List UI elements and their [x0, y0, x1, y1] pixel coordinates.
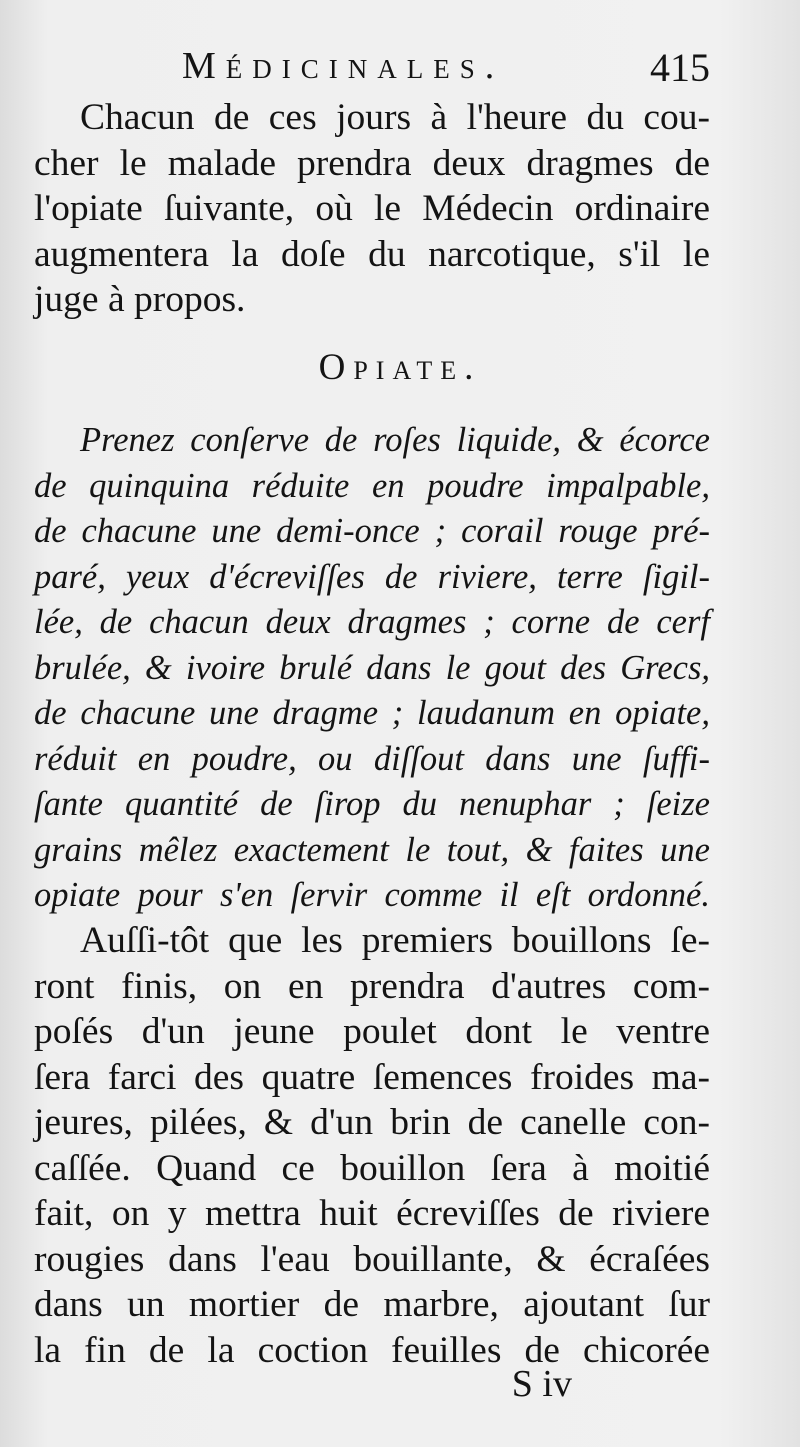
- text-line: jeures, pilées, & d'un brin de canelle con-: [34, 1102, 710, 1143]
- text-line: Auſſi-tôt que les premiers bouillons ſe-: [80, 920, 710, 961]
- paragraph-bouillons: [34, 918, 710, 1373]
- text-line: de chacune une dragme ; laudanum en opiate,: [34, 694, 710, 732]
- running-head: [82, 44, 710, 94]
- text-line: opiate pour s'en ſervir comme il eſt ordonné.: [34, 876, 710, 914]
- text-line: ſante quantité de ſirop du nenuphar ; ſeize: [34, 785, 710, 823]
- text-line: paré, yeux d'écreviſſes de riviere, terre ſigil-: [34, 557, 710, 596]
- text-line: ront finis, on en prendra d'autres com-: [34, 965, 710, 1007]
- text-line: l'opiate ſuivante, où le Médecin ordinaire: [34, 188, 710, 229]
- section-heading: Opiate.: [318, 347, 482, 388]
- text-line: brulée, & ivoire brulé dans le gout des Grecs,: [34, 648, 710, 687]
- signature-mark: S iv: [511, 1363, 572, 1405]
- recipe-text: [34, 418, 710, 919]
- text-line: réduit en poudre, ou diſſout dans une ſuffi-: [34, 739, 710, 778]
- text-line: de chacune une demi-once ; corail rouge pré-: [34, 512, 710, 550]
- text-line: la fin de la coction feuilles de chicorée: [34, 1329, 710, 1371]
- text-line: cher le malade prendra deux dragmes de: [34, 142, 710, 184]
- text-line: grains mêlez exactement le tout, & faites une: [34, 830, 710, 869]
- text-line: poſés d'un jeune poulet dont le ventre: [34, 1011, 710, 1052]
- paragraph-dosage: [34, 95, 710, 323]
- text-line: juge à propos.: [34, 279, 246, 320]
- text-line: fait, on y mettra huit écreviſſes de riviere: [34, 1193, 710, 1234]
- text-line: augmentera la doſe du narcotique, s'il le: [34, 233, 710, 275]
- text-line: Prenez conſerve de roſes liquide, & écorce: [80, 421, 710, 459]
- running-title: Médicinales.: [182, 45, 505, 87]
- text-line: caſſée. Quand ce bouillon ſera à moitié: [34, 1147, 710, 1189]
- text-line: rougies dans l'eau bouillante, & écraſées: [34, 1238, 710, 1280]
- text-line: Chacun de ces jours à l'heure du cou-: [80, 97, 710, 138]
- page-number: 415: [650, 45, 710, 90]
- text-line: ſera farci des quatre ſemences froides ma-: [34, 1056, 710, 1098]
- text-line: dans un mortier de marbre, ajoutant ſur: [34, 1284, 710, 1325]
- text-line: lée, de chacun deux dragmes ; corne de cerf: [34, 603, 710, 641]
- text-line: de quinquina réduite en poudre impalpable,: [34, 466, 710, 505]
